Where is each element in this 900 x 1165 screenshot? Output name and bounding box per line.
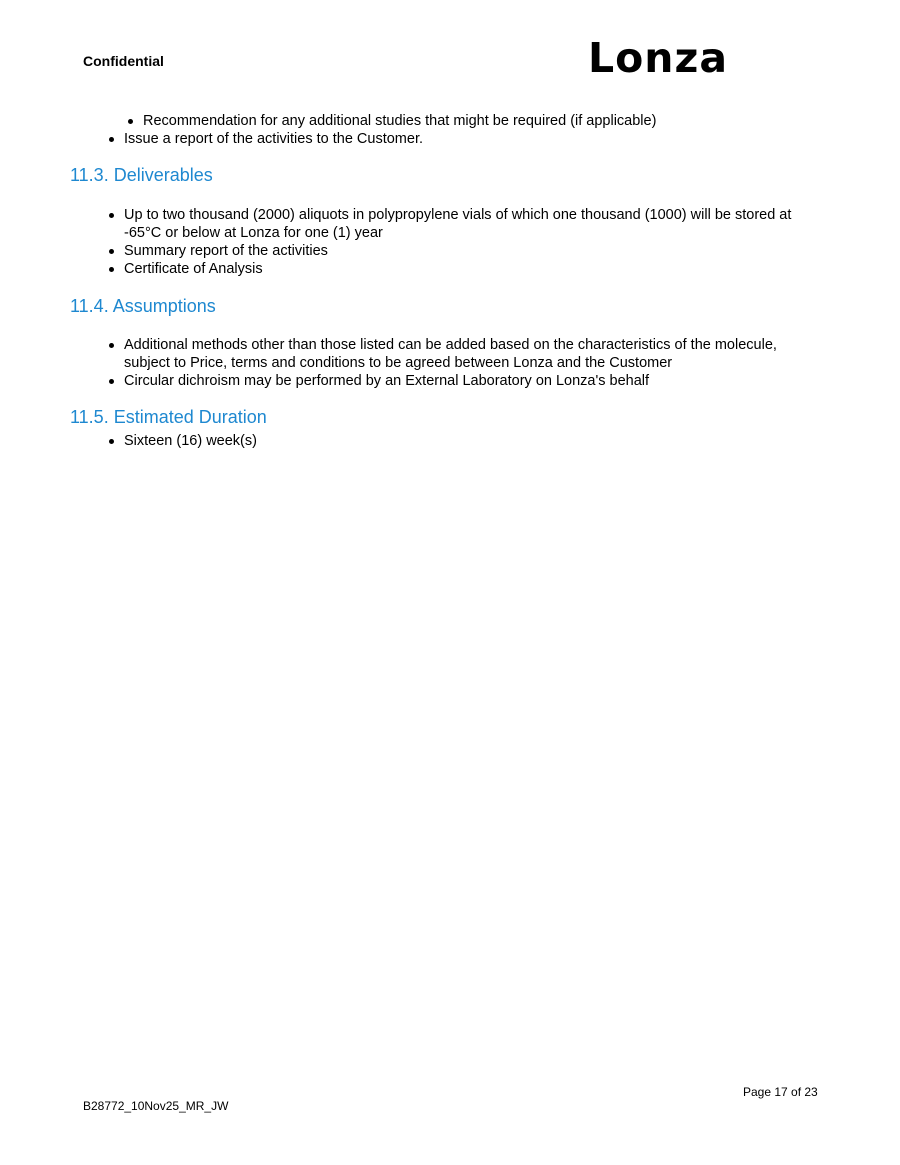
lonza-logo: Lonza [588,34,729,82]
assumptions-list [109,336,809,390]
document-reference: B28772_10Nov25_MR_JW [83,1099,229,1113]
list-item: Sixteen (16) week(s) [109,432,809,450]
list-item: Circular dichroism may be performed by an External Laboratory on Lonza's behalf [109,372,809,390]
header-confidential: Confidential [83,53,164,69]
section-heading-duration: 11.5. Estimated Duration [70,407,267,427]
list-item: Summary report of the activities [109,242,825,260]
continued-item-list [109,130,824,148]
continued-subitem-list [128,112,828,130]
list-item: Additional methods other than those listed can be added based on the characteristics of the molecule, subject to Price, terms and conditions to be agreed between Lonza and the Customer [109,336,809,372]
page-number: Page 17 of 23 [743,1085,818,1099]
section-heading-deliverables: 11.3. Deliverables [70,165,213,185]
section-heading-assumptions: 11.4. Assumptions [70,296,216,316]
list-item: Recommendation for any additional studies that might be required (if applicable) [128,112,828,130]
duration-list [109,432,809,450]
list-item: Up to two thousand (2000) aliquots in polypropylene vials of which one thousand (1000) will be stored at -65°C or below at Lonza for one (1) year [109,206,825,242]
list-item: Certificate of Analysis [109,260,825,278]
list-item: Issue a report of the activities to the Customer. [109,130,824,148]
deliverables-list [109,206,825,278]
